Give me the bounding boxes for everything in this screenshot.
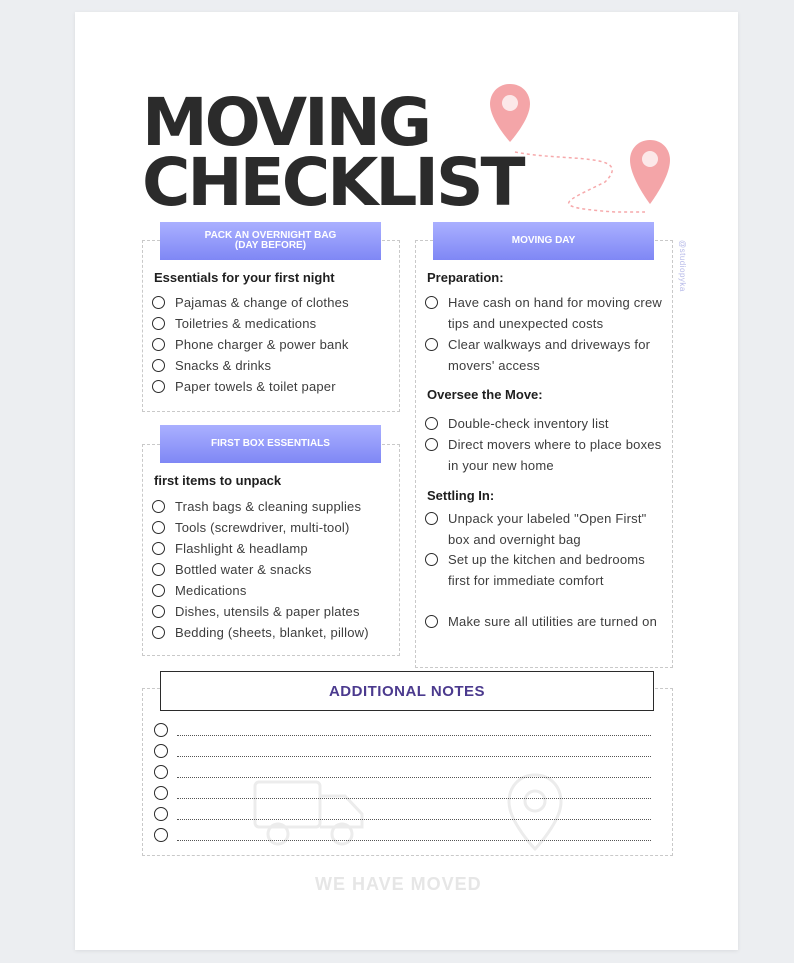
checkbox-circle-icon[interactable] <box>425 438 438 451</box>
list-item[interactable]: Trash bags & cleaning supplies <box>152 499 361 517</box>
note-line[interactable] <box>177 798 651 799</box>
list-item[interactable]: Direct movers where to place boxes in your new home <box>425 437 665 476</box>
list-item[interactable]: Snacks & drinks <box>152 358 271 376</box>
settling-heading: Settling In: <box>427 488 495 503</box>
list-item[interactable]: Dishes, utensils & paper plates <box>152 604 360 622</box>
checklist-page <box>75 12 738 950</box>
notes-watermark: WE HAVE MOVED <box>315 874 482 894</box>
checkbox-circle-icon[interactable] <box>425 296 438 309</box>
list-item[interactable]: Paper towels & toilet paper <box>152 379 336 397</box>
list-item[interactable]: Flashlight & headlamp <box>152 541 308 559</box>
checkbox-circle-icon[interactable] <box>425 417 438 430</box>
note-line[interactable] <box>177 735 651 736</box>
notes-box <box>142 688 673 856</box>
first-box-heading: first items to unpack <box>154 473 282 488</box>
checkbox-circle-icon[interactable] <box>152 317 165 330</box>
list-item[interactable]: Have cash on hand for moving crew tips and unexpected costs <box>425 295 665 334</box>
watermark-handle: @studiopyka <box>678 240 687 292</box>
checkbox-circle-icon[interactable] <box>152 338 165 351</box>
checkbox-circle-icon[interactable] <box>154 786 168 800</box>
list-item[interactable]: Unpack your labeled "Open First" box and overnight bag <box>425 511 665 550</box>
checkbox-circle-icon[interactable] <box>152 500 165 513</box>
checkbox-circle-icon[interactable] <box>152 296 165 309</box>
note-line[interactable] <box>177 756 651 757</box>
checkbox-circle-icon[interactable] <box>152 542 165 555</box>
overnight-bag-banner: PACK AN OVERNIGHT BAG (DAY BEFORE) <box>160 222 381 260</box>
checkbox-circle-icon[interactable] <box>154 807 168 821</box>
checkbox-circle-icon[interactable] <box>425 512 438 525</box>
checkbox-circle-icon[interactable] <box>152 584 165 597</box>
list-item[interactable]: Double-check inventory list <box>425 416 665 434</box>
preparation-heading: Preparation: <box>427 270 504 285</box>
note-line[interactable] <box>177 819 651 820</box>
title-line-1: MOVING <box>142 84 430 161</box>
overnight-heading: Essentials for your first night <box>154 270 335 285</box>
checkbox-circle-icon[interactable] <box>152 521 165 534</box>
notes-heading: ADDITIONAL NOTES <box>160 671 654 711</box>
checkbox-circle-icon[interactable] <box>425 553 438 566</box>
list-item[interactable]: Bedding (sheets, blanket, pillow) <box>152 625 369 643</box>
checkbox-circle-icon[interactable] <box>154 744 168 758</box>
checkbox-circle-icon[interactable] <box>425 615 438 628</box>
list-item[interactable]: Tools (screwdriver, multi-tool) <box>152 520 350 538</box>
list-item[interactable]: Toiletries & medications <box>152 316 316 334</box>
checkbox-circle-icon[interactable] <box>154 828 168 842</box>
checkbox-circle-icon[interactable] <box>152 359 165 372</box>
list-item[interactable]: Phone charger & power bank <box>152 337 349 355</box>
truck-watermark-icon <box>250 774 370 854</box>
checkbox-circle-icon[interactable] <box>152 563 165 576</box>
oversee-heading: Oversee the Move: <box>427 387 543 402</box>
list-item[interactable]: Pajamas & change of clothes <box>152 295 349 313</box>
checkbox-circle-icon[interactable] <box>154 723 168 737</box>
title-line-2: CHECKLIST <box>142 144 523 221</box>
checkbox-circle-icon[interactable] <box>152 626 165 639</box>
list-item[interactable]: Make sure all utilities are turned on <box>425 614 665 632</box>
list-item[interactable]: Bottled water & snacks <box>152 562 312 580</box>
note-line[interactable] <box>177 840 651 841</box>
list-item[interactable]: Clear walkways and driveways for movers' access <box>425 337 665 376</box>
first-box-banner: FIRST BOX ESSENTIALS <box>160 425 381 463</box>
moving-day-banner: MOVING DAY <box>433 222 654 260</box>
map-pin-icon-2 <box>628 138 672 206</box>
map-pin-icon <box>488 82 532 144</box>
note-line[interactable] <box>177 777 651 778</box>
list-item[interactable]: Medications <box>152 583 247 601</box>
checkbox-circle-icon[interactable] <box>152 380 165 393</box>
checkbox-circle-icon[interactable] <box>152 605 165 618</box>
checkbox-circle-icon[interactable] <box>425 338 438 351</box>
list-item[interactable]: Set up the kitchen and bedrooms first for immediate comfort <box>425 552 665 591</box>
checkbox-circle-icon[interactable] <box>154 765 168 779</box>
